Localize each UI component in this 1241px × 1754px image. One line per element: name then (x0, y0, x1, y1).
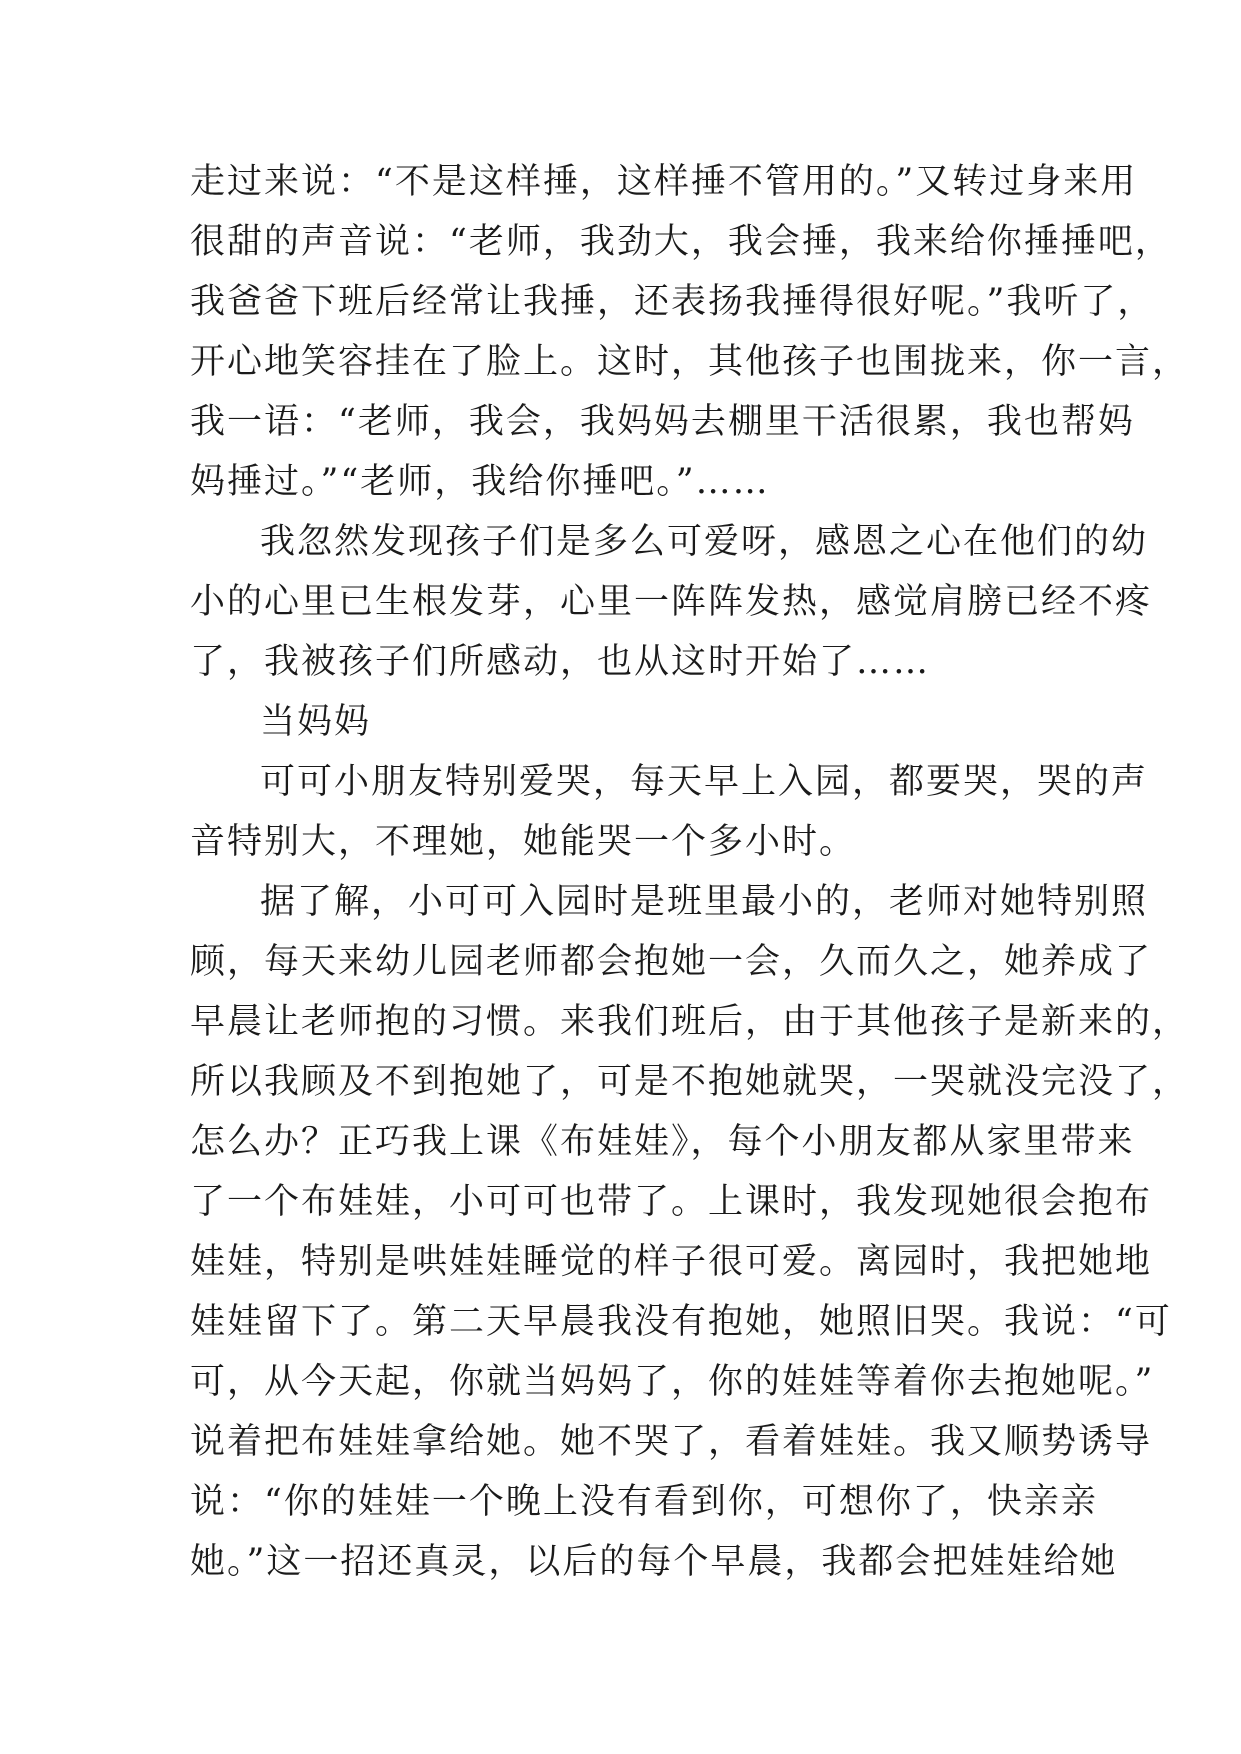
paragraph-4 (190, 872, 1190, 1592)
paragraph-3 (190, 752, 1149, 872)
text-line: 我忽然发现孩子们是多么可爱呀，感恩之心在他们的幼 (260, 522, 1149, 562)
text-line: 了一个布娃娃，小可可也带了。上课时，我发现她很会抱布 (190, 1182, 1153, 1222)
text-line: 妈捶过。”“老师，我给你捶吧。”…… (190, 462, 770, 502)
text-line: 顾，每天来幼儿园老师都会抱她一会，久而久之，她养成了 (190, 942, 1153, 982)
text-line: 走过来说：“不是这样捶，这样捶不管用的。”又转过身来用 (190, 162, 1138, 202)
text-line: 据了解，小可可入园时是班里最小的，老师对她特别照 (260, 882, 1149, 922)
document-page (190, 152, 1190, 1592)
text-line: 怎么办？正巧我上课《布娃娃》，每个小朋友都从家里带来 (190, 1122, 1135, 1162)
section-heading: 当妈妈 (260, 702, 372, 742)
text-line: 我爸爸下班后经常让我捶，还表扬我捶得很好呢。”我听了， (190, 282, 1155, 322)
text-line: 开心地笑容挂在了脸上。这时，其他孩子也围拢来，你一言， (190, 342, 1190, 382)
text-line: 娃娃，特别是哄娃娃睡觉的样子很可爱。离园时，我把她地 (190, 1242, 1153, 1282)
text-line: 所以我顾及不到抱她了，可是不抱她就哭，一哭就没完没了， (190, 1062, 1190, 1102)
paragraph-1 (190, 152, 1190, 512)
text-line: 很甜的声音说：“老师，我劲大，我会捶，我来给你捶捶吧， (190, 222, 1172, 262)
text-line: 说：“你的娃娃一个晚上没有看到你，可想你了，快亲亲 (190, 1482, 1098, 1522)
text-line: 说着把布娃娃拿给她。她不哭了，看着娃娃。我又顺势诱导 (190, 1422, 1153, 1462)
paragraph-2 (190, 512, 1153, 692)
text-line: 可，从今天起，你就当妈妈了，你的娃娃等着你去抱她呢。” (190, 1362, 1155, 1402)
text-line: 小的心里已生根发芽，心里一阵阵发热，感觉肩膀已经不疼 (190, 582, 1153, 622)
text-line: 了，我被孩子们所感动，也从这时开始了…… (190, 642, 931, 682)
text-line: 可可小朋友特别爱哭，每天早上入园，都要哭，哭的声 (260, 762, 1149, 802)
text-line: 音特别大，不理她，她能哭一个多小时。 (190, 822, 857, 862)
text-line: 早晨让老师抱的习惯。来我们班后，由于其他孩子是新来的， (190, 1002, 1190, 1042)
text-line: 娃娃留下了。第二天早晨我没有抱她，她照旧哭。我说：“可 (190, 1302, 1172, 1342)
text-line: 她。”这一招还真灵，以后的每个早晨，我都会把娃娃给她 (190, 1542, 1118, 1582)
text-line: 我一语：“老师，我会，我妈妈去棚里干活很累，我也帮妈 (190, 402, 1135, 442)
